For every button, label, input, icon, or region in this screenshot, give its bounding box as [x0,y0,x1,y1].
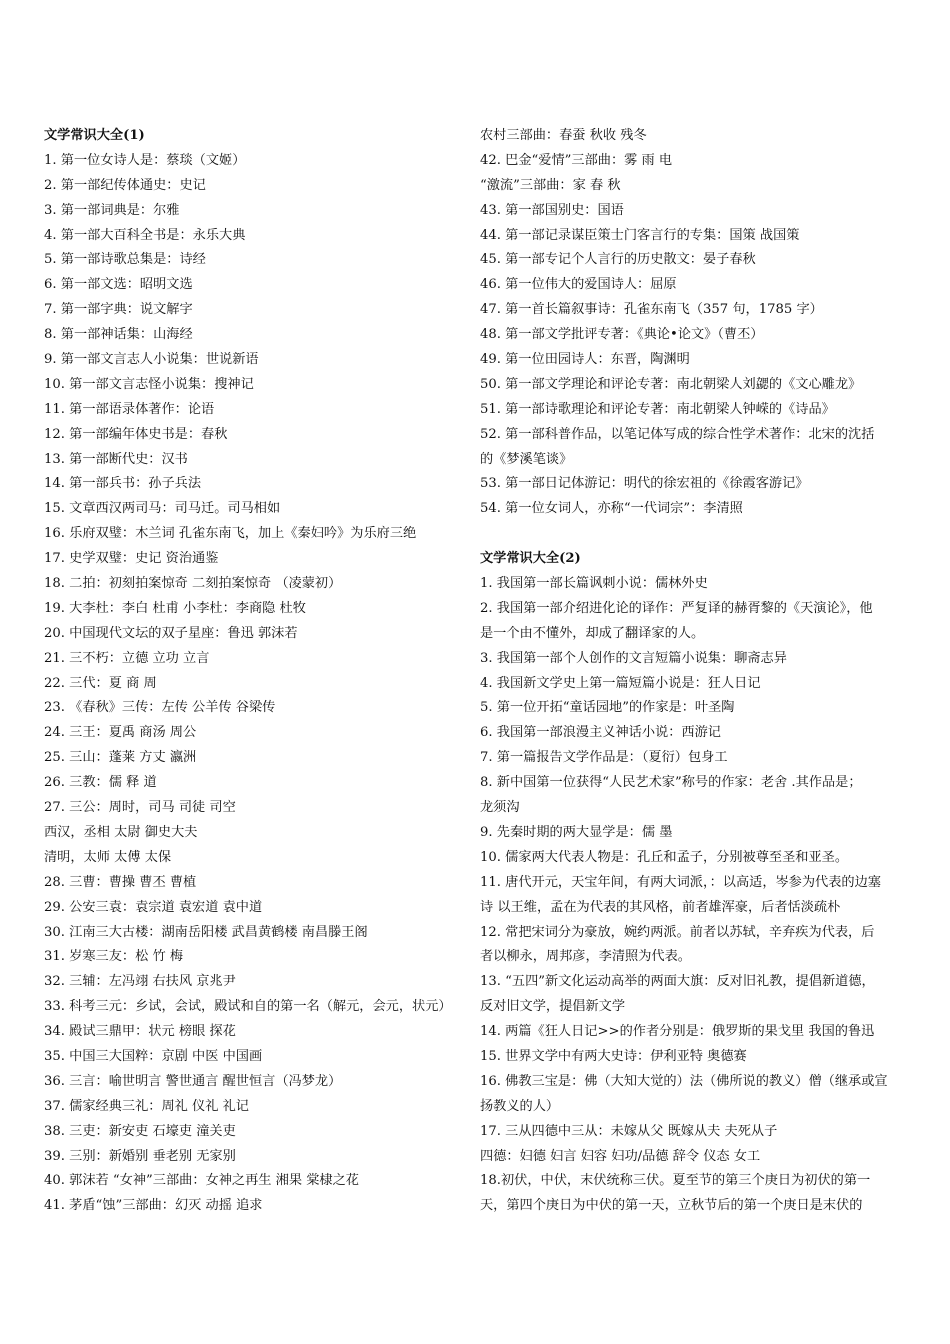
text-line: 14. 第一部兵书：孙子兵法 [44,476,202,492]
text-line: 四德：妇德 妇言 妇容 妇功/品德 辞令 仪态 女工 [480,1148,761,1164]
text-line: 33. 科考三元：乡试，会试，殿试和自的第一名（解元，会元，状元） [44,999,452,1015]
text-line: 27. 三公：周时，司马 司徒 司空 [44,800,236,816]
text-line: 清明，太师 太傅 太保 [44,849,172,865]
text-line: 15. 世界文学中有两大史诗：伊利亚特 奥德赛 [480,1048,747,1064]
text-line: 3. 第一部词典是：尔雅 [44,202,180,218]
text-line: 西汉，丞相 太尉 御史大夫 [44,824,198,840]
text-line: 龙须沟 [480,800,520,816]
text-line: 37. 儒家经典三礼：周礼 仪礼 礼记 [44,1098,249,1114]
text-line: 16. 佛教三宝是：佛（大知大觉的）法（佛所说的教义）僧（继承或宣 [480,1073,888,1089]
text-line: 26. 三教：儒 释 道 [44,775,157,791]
text-line: 30. 江南三大古楼：湖南岳阳楼 武昌黄鹤楼 南昌滕王阁 [44,924,368,940]
section-heading: 文学常识大全(1) [44,128,145,143]
text-line: 16. 乐府双璧：木兰词 孔雀东南飞，加上《秦妇吟》为乐府三绝 [44,526,417,542]
text-line: 是一个由不懂外，却成了翻译家的人。 [480,625,705,641]
text-line: 48. 第一部文学批评专著：《典论•论文》（曹丕） [480,327,764,343]
text-line: 6. 我国第一部浪漫主义神话小说：西游记 [480,725,721,741]
text-line: 3. 我国第一部个人创作的文言短篇小说集：聊斋志异 [480,650,787,666]
text-line: 7. 第一篇报告文学作品是：（夏衍）包身工 [480,750,728,766]
text-line: 反对旧文学，提倡新文学 [480,999,626,1015]
text-line: 农村三部曲：春蚕 秋收 残冬 [480,128,647,143]
text-line: 23. 《春秋》三传：左传 公羊传 谷梁传 [44,700,276,716]
text-line: 扬教义的人） [480,1098,560,1114]
text-line: 18. 二拍：初刻拍案惊奇 二刻拍案惊奇 （凌蒙初） [44,576,342,592]
text-line: 12. 常把宋词分为豪放，婉约两派。前者以苏轼，辛弃疾为代表，后 [480,924,875,940]
text-line: 15. 文章西汉两司马：司马迁。司马相如 [44,501,281,517]
text-line: 32. 三辅：左冯翊 右扶风 京兆尹 [44,974,236,990]
text-line: 47. 第一首长篇叙事诗：孔雀东南飞（357 句，1785 字） [480,302,823,318]
text-line: 10. 儒家两大代表人物是：孔丘和孟子，分别被尊至圣和亚圣。 [480,849,849,865]
text-line: 7. 第一部字典：说文解字 [44,302,193,318]
text-line: 17. 史学双璧：史记 资治通鉴 [44,551,219,567]
text-line: 20. 中国现代文坛的双子星座：鲁迅 郭沫若 [44,625,298,641]
text-line: 43. 第一部国别史：国语 [480,202,624,218]
text-line: 38. 三吏：新安吏 石壕吏 潼关吏 [44,1123,236,1139]
text-line: 42. 巴金“爱情”三部曲：雾 雨 电 [480,152,673,168]
text-line: 2. 我国第一部介绍进化论的译作：严复译的赫胥黎的《天演论》，他 [480,600,873,616]
text-line: 者以柳永，周邦彦，李清照为代表。 [480,949,691,965]
text-line: 44. 第一部记录谋臣策士门客言行的专集：国策 战国策 [480,227,800,243]
text-line: 34. 殿试三鼎甲：状元 榜眼 探花 [44,1024,236,1040]
left-column [44,124,474,1219]
text-line: 9. 第一部文言志人小说集：世说新语 [44,352,259,368]
text-line: 51. 第一部诗歌理论和评论专著：南北朝梁人钟嵘的《诗品》 [480,401,835,417]
text-line: 39. 三别：新婚别 垂老别 无家别 [44,1148,236,1164]
text-line: 19. 大李杜：李白 杜甫 小李杜：李商隐 杜牧 [44,600,306,616]
text-line: 36. 三言：喻世明言 警世通言 醒世恒言（冯梦龙） [44,1073,342,1089]
text-line: 54. 第一位女词人，亦称“一代词宗”：李清照 [480,501,743,517]
text-line: 5. 第一位开拓“童话园地”的作家是：叶圣陶 [480,700,735,716]
text-line: 46. 第一位伟大的爱国诗人：屈原 [480,277,677,293]
right-column [480,124,910,1219]
text-line: 11. 第一部语录体著作：论语 [44,401,215,417]
text-line: 14. 两篇《狂人日记>>的作者分别是：俄罗斯的果戈里 我国的鲁迅 [480,1024,875,1040]
text-line: 17. 三从四德中三从：未嫁从父 既嫁从夫 夫死从子 [480,1123,778,1139]
text-line: 12. 第一部编年体史书是：春秋 [44,426,228,442]
text-line: 6. 第一部文选：昭明文选 [44,277,193,293]
text-line: 2. 第一部纪传体通史：史记 [44,177,206,193]
text-line: 4. 我国新文学史上第一篇短篇小说是：狂人日记 [480,675,761,691]
text-line: 24. 三王：夏禹 商汤 周公 [44,725,197,741]
text-line: 13. 第一部断代史：汉书 [44,451,188,467]
text-line: 4. 第一部大百科全书是：永乐大典 [44,227,246,243]
text-line: 45. 第一部专记个人言行的历史散文：晏子春秋 [480,252,756,268]
text-line: 53. 第一部日记体游记：明代的徐宏祖的《徐霞客游记》 [480,476,809,492]
text-line: 天，第四个庚日为中伏的第一天，立秋节后的第一个庚日是末伏的 [480,1198,863,1214]
text-line: “激流”三部曲：家 春 秋 [480,177,621,193]
text-line: 诗 以王维，孟在为代表的其风格，前者雄浑豪，后者恬淡疏朴 [480,899,841,915]
text-line: 9. 先秦时期的两大显学是：儒 墨 [480,824,673,840]
text-line: 11. 唐代开元，天宝年间，有两大词派，：以高适，岑参为代表的边塞 [480,874,881,890]
text-line: 35. 中国三大国粹：京剧 中医 中国画 [44,1048,263,1064]
text-line: 18.初伏，中伏，末伏统称三伏。夏至节的第三个庚日为初伏的第一 [480,1173,871,1189]
text-line: 的《梦溪笔谈》 [480,451,573,467]
text-line: 40. 郭沫若 “女神”三部曲：女神之再生 湘果 棠棣之花 [44,1173,359,1189]
text-line: 52. 第一部科普作品，以笔记体写成的综合性学术著作：北宋的沈括 [480,426,875,442]
text-line: 25. 三山：蓬莱 方丈 瀛洲 [44,750,197,766]
text-line: 29. 公安三袁：袁宗道 袁宏道 袁中道 [44,899,263,915]
text-line: 41. 茅盾“蚀”三部曲：幻灭 动摇 追求 [44,1198,263,1214]
text-line: 28. 三曹：曹操 曹丕 曹植 [44,874,197,890]
text-line: 21. 三不朽：立德 立功 立言 [44,650,210,666]
text-line: 5. 第一部诗歌总集是：诗经 [44,252,206,268]
blank-line [480,522,910,547]
text-line: 49. 第一位田园诗人：东晋，陶渊明 [480,352,690,368]
section-heading: 文学常识大全(2) [480,551,581,567]
text-line: 8. 第一部神话集：山海经 [44,327,193,343]
text-line: 13. “五四”新文化运动高举的两面大旗：反对旧礼教，提倡新道德， [480,974,875,990]
text-line: 31. 岁寒三友：松 竹 梅 [44,949,184,965]
text-line: 22. 三代：夏 商 周 [44,675,157,691]
text-line: 10. 第一部文言志怪小说集：搜神记 [44,376,254,392]
text-line: 1. 我国第一部长篇讽刺小说：儒林外史 [480,576,708,592]
text-line: 50. 第一部文学理论和评论专著：南北朝梁人刘勰的《文心雕龙》 [480,376,862,392]
two-column-layout [44,124,910,1219]
text-line: 8. 新中国第一位获得“人民艺术家”称号的作家：老舍 .其作品是； [480,775,862,791]
text-line: 1. 第一位女诗人是：蔡琰（文姬） [44,152,246,168]
